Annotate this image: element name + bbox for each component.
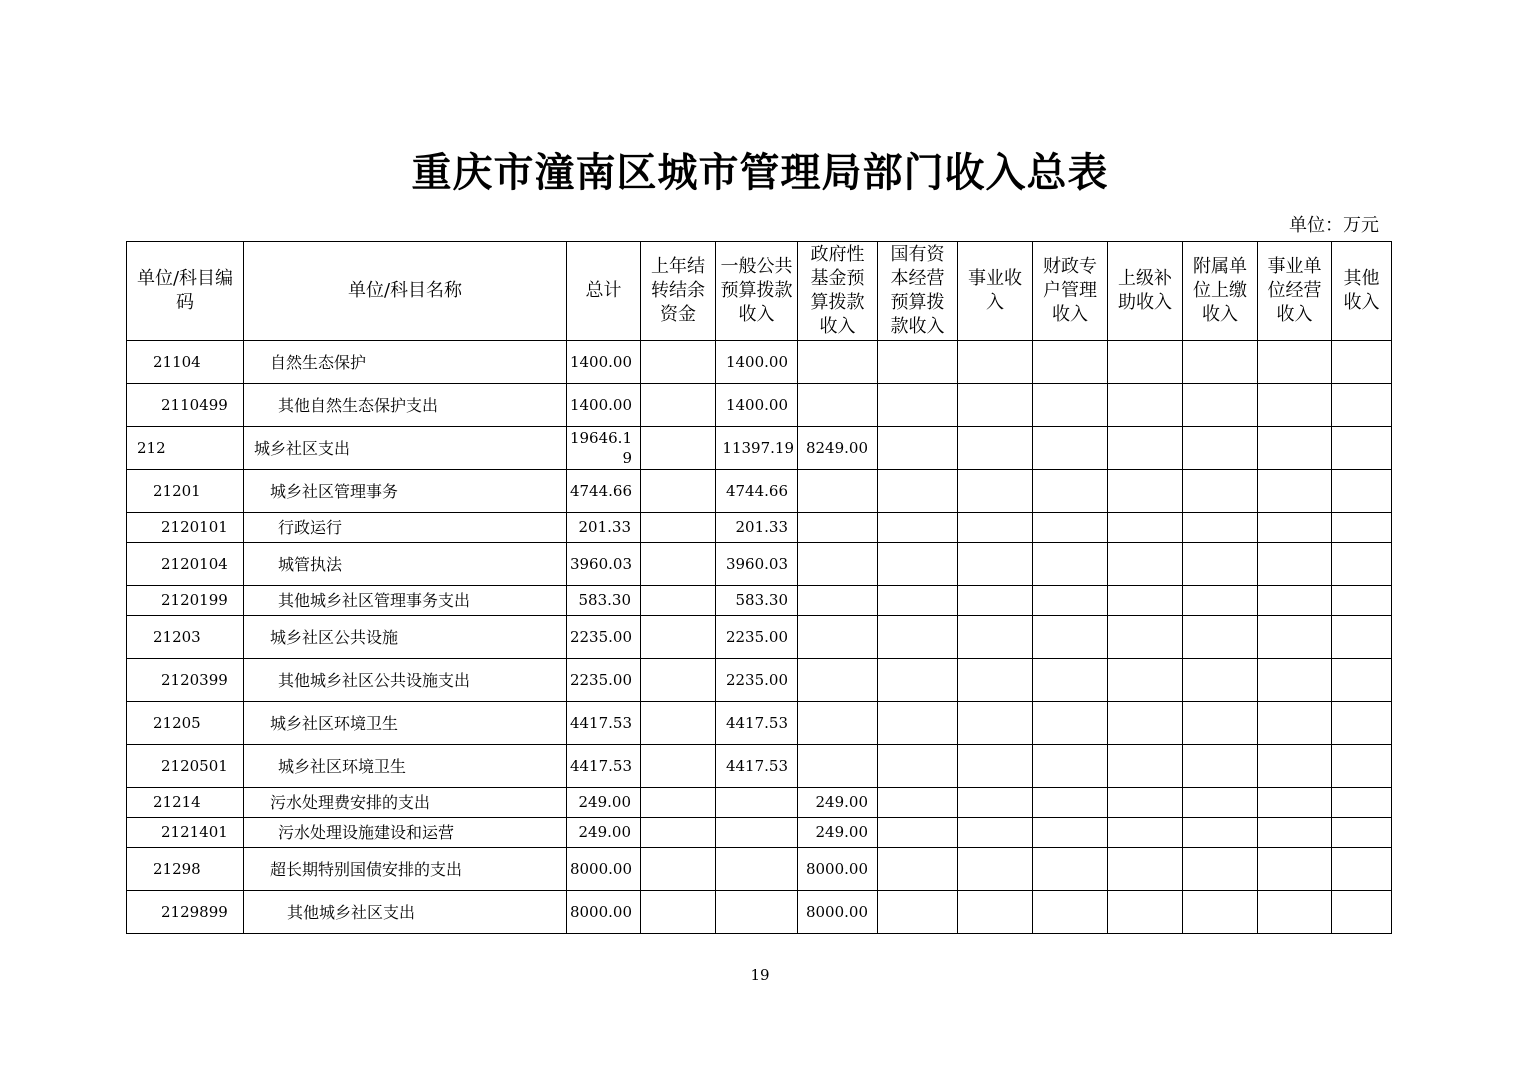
- table-row: [127, 586, 1392, 616]
- row-code: 21205: [127, 702, 244, 745]
- row-empty-cell: [1033, 341, 1108, 384]
- header-code: 单位/科目编码: [127, 242, 244, 341]
- row-name: 其他城乡社区支出: [244, 891, 567, 934]
- header-other-income: 其他收入: [1332, 242, 1392, 341]
- row-empty-cell: [1033, 427, 1108, 470]
- header-state-capital: 国有资本经营预算拨款收入: [878, 242, 958, 341]
- row-empty-cell: [1033, 891, 1108, 934]
- page-number: 19: [750, 966, 770, 984]
- row-empty-cell: [1332, 543, 1392, 586]
- row-general-budget: 11397.19: [716, 427, 798, 470]
- table-row: [127, 543, 1392, 586]
- row-empty-cell: [1183, 702, 1258, 745]
- row-empty-cell: [878, 427, 958, 470]
- row-empty-cell: [1258, 513, 1332, 543]
- row-empty-cell: [958, 341, 1033, 384]
- row-total: 4417.53: [567, 702, 641, 745]
- row-fund-budget: [798, 745, 878, 788]
- row-general-budget: 2235.00: [716, 659, 798, 702]
- row-empty-cell: [1258, 659, 1332, 702]
- row-empty-cell: [878, 616, 958, 659]
- row-carryover: [641, 586, 716, 616]
- row-empty-cell: [878, 384, 958, 427]
- row-empty-cell: [1332, 616, 1392, 659]
- table-row: [127, 848, 1392, 891]
- row-code: 2120199: [127, 586, 244, 616]
- row-general-budget: 583.30: [716, 586, 798, 616]
- row-carryover: [641, 891, 716, 934]
- row-name: 城乡社区管理事务: [244, 470, 567, 513]
- row-fund-budget: [798, 470, 878, 513]
- row-empty-cell: [1258, 891, 1332, 934]
- row-empty-cell: [1183, 818, 1258, 848]
- row-empty-cell: [878, 891, 958, 934]
- row-empty-cell: [1183, 848, 1258, 891]
- row-empty-cell: [1332, 470, 1392, 513]
- row-empty-cell: [1183, 616, 1258, 659]
- row-empty-cell: [958, 616, 1033, 659]
- row-empty-cell: [1332, 788, 1392, 818]
- row-code: 21203: [127, 616, 244, 659]
- row-empty-cell: [1183, 745, 1258, 788]
- row-fund-budget: [798, 384, 878, 427]
- row-empty-cell: [1258, 543, 1332, 586]
- row-empty-cell: [1332, 427, 1392, 470]
- row-empty-cell: [958, 891, 1033, 934]
- row-empty-cell: [1183, 586, 1258, 616]
- table-row: [127, 384, 1392, 427]
- row-carryover: [641, 616, 716, 659]
- header-carryover: 上年结转结余资金: [641, 242, 716, 341]
- row-empty-cell: [1332, 513, 1392, 543]
- row-empty-cell: [1108, 659, 1183, 702]
- row-empty-cell: [958, 745, 1033, 788]
- row-name: 污水处理费安排的支出: [244, 788, 567, 818]
- header-row: [127, 242, 1392, 341]
- row-fund-budget: [798, 543, 878, 586]
- row-empty-cell: [878, 341, 958, 384]
- row-empty-cell: [1183, 427, 1258, 470]
- row-empty-cell: [878, 818, 958, 848]
- row-empty-cell: [1108, 470, 1183, 513]
- header-fund-budget: 政府性基金预算拨款收入: [798, 242, 878, 341]
- row-fund-budget: [798, 341, 878, 384]
- row-name: 城乡社区环境卫生: [244, 702, 567, 745]
- row-empty-cell: [1108, 427, 1183, 470]
- row-total: 4417.53: [567, 745, 641, 788]
- row-empty-cell: [1332, 659, 1392, 702]
- header-name: 单位/科目名称: [244, 242, 567, 341]
- row-total: 19646.19: [567, 427, 641, 470]
- row-empty-cell: [1108, 341, 1183, 384]
- row-name: 自然生态保护: [244, 341, 567, 384]
- row-total: 249.00: [567, 788, 641, 818]
- table-row: [127, 702, 1392, 745]
- row-empty-cell: [1183, 788, 1258, 818]
- row-name: 城管执法: [244, 543, 567, 586]
- row-empty-cell: [1033, 659, 1108, 702]
- row-empty-cell: [1258, 384, 1332, 427]
- row-empty-cell: [878, 788, 958, 818]
- row-empty-cell: [1108, 745, 1183, 788]
- row-code: 21104: [127, 341, 244, 384]
- row-empty-cell: [958, 543, 1033, 586]
- row-total: 201.33: [567, 513, 641, 543]
- row-empty-cell: [1108, 702, 1183, 745]
- row-empty-cell: [958, 470, 1033, 513]
- row-total: 2235.00: [567, 616, 641, 659]
- row-empty-cell: [1258, 341, 1332, 384]
- row-total: 1400.00: [567, 384, 641, 427]
- row-general-budget: 2235.00: [716, 616, 798, 659]
- row-carryover: [641, 848, 716, 891]
- row-code: 2120399: [127, 659, 244, 702]
- row-empty-cell: [958, 586, 1033, 616]
- table-row: [127, 341, 1392, 384]
- row-empty-cell: [1332, 848, 1392, 891]
- row-empty-cell: [1108, 848, 1183, 891]
- row-carryover: [641, 427, 716, 470]
- header-general-budget: 一般公共预算拨款收入: [716, 242, 798, 341]
- row-empty-cell: [1033, 470, 1108, 513]
- row-empty-cell: [1258, 818, 1332, 848]
- row-empty-cell: [1332, 891, 1392, 934]
- row-empty-cell: [1258, 848, 1332, 891]
- row-empty-cell: [1033, 586, 1108, 616]
- row-code: 21214: [127, 788, 244, 818]
- row-fund-budget: 8000.00: [798, 891, 878, 934]
- table-row: [127, 513, 1392, 543]
- row-name: 其他城乡社区管理事务支出: [244, 586, 567, 616]
- row-carryover: [641, 702, 716, 745]
- row-empty-cell: [1033, 513, 1108, 543]
- table-row: [127, 818, 1392, 848]
- row-empty-cell: [1108, 586, 1183, 616]
- header-operating-income: 事业单位经营收入: [1258, 242, 1332, 341]
- row-name: 超长期特别国债安排的支出: [244, 848, 567, 891]
- row-carryover: [641, 818, 716, 848]
- row-fund-budget: [798, 702, 878, 745]
- row-empty-cell: [958, 818, 1033, 848]
- row-empty-cell: [1183, 891, 1258, 934]
- row-empty-cell: [958, 702, 1033, 745]
- row-empty-cell: [1258, 470, 1332, 513]
- row-general-budget: 4417.53: [716, 745, 798, 788]
- row-fund-budget: 8000.00: [798, 848, 878, 891]
- row-empty-cell: [1183, 659, 1258, 702]
- row-empty-cell: [958, 384, 1033, 427]
- row-general-budget: 201.33: [716, 513, 798, 543]
- header-special-account: 财政专户管理收入: [1033, 242, 1108, 341]
- row-empty-cell: [1258, 702, 1332, 745]
- row-empty-cell: [1033, 848, 1108, 891]
- row-code: 21201: [127, 470, 244, 513]
- row-total: 583.30: [567, 586, 641, 616]
- row-name: 城乡社区支出: [244, 427, 567, 470]
- table-row: [127, 891, 1392, 934]
- row-empty-cell: [1183, 384, 1258, 427]
- row-name: 行政运行: [244, 513, 567, 543]
- row-name: 城乡社区公共设施: [244, 616, 567, 659]
- row-carryover: [641, 745, 716, 788]
- row-carryover: [641, 470, 716, 513]
- row-fund-budget: [798, 586, 878, 616]
- row-empty-cell: [1108, 891, 1183, 934]
- row-empty-cell: [1332, 384, 1392, 427]
- row-empty-cell: [958, 513, 1033, 543]
- row-empty-cell: [1258, 616, 1332, 659]
- row-carryover: [641, 384, 716, 427]
- row-name: 其他自然生态保护支出: [244, 384, 567, 427]
- row-carryover: [641, 341, 716, 384]
- row-empty-cell: [1108, 818, 1183, 848]
- row-empty-cell: [1108, 788, 1183, 818]
- row-fund-budget: 249.00: [798, 818, 878, 848]
- row-name: 城乡社区环境卫生: [244, 745, 567, 788]
- row-empty-cell: [878, 659, 958, 702]
- row-total: 249.00: [567, 818, 641, 848]
- row-empty-cell: [1033, 818, 1108, 848]
- unit-label: 单位：万元: [1289, 215, 1379, 236]
- table-row: [127, 745, 1392, 788]
- row-carryover: [641, 543, 716, 586]
- row-code: 2129899: [127, 891, 244, 934]
- row-fund-budget: [798, 659, 878, 702]
- row-empty-cell: [1033, 616, 1108, 659]
- row-general-budget: 3960.03: [716, 543, 798, 586]
- row-fund-budget: 249.00: [798, 788, 878, 818]
- row-code: 2120101: [127, 513, 244, 543]
- row-code: 2110499: [127, 384, 244, 427]
- row-empty-cell: [1033, 543, 1108, 586]
- page-title: 重庆市潼南区城市管理局部门收入总表: [411, 149, 1109, 196]
- header-affiliate-payment: 附属单位上缴收入: [1183, 242, 1258, 341]
- header-total: 总计: [567, 242, 641, 341]
- row-empty-cell: [1258, 745, 1332, 788]
- row-empty-cell: [1332, 341, 1392, 384]
- row-empty-cell: [1033, 788, 1108, 818]
- row-total: 3960.03: [567, 543, 641, 586]
- row-total: 1400.00: [567, 341, 641, 384]
- table-row: [127, 470, 1392, 513]
- row-empty-cell: [958, 659, 1033, 702]
- header-business-income: 事业收入: [958, 242, 1033, 341]
- row-carryover: [641, 788, 716, 818]
- row-total: 8000.00: [567, 848, 641, 891]
- row-total: 4744.66: [567, 470, 641, 513]
- row-empty-cell: [1183, 513, 1258, 543]
- income-table: [126, 241, 1392, 934]
- row-carryover: [641, 513, 716, 543]
- row-name: 其他城乡社区公共设施支出: [244, 659, 567, 702]
- row-empty-cell: [1258, 586, 1332, 616]
- row-empty-cell: [878, 470, 958, 513]
- table-row: [127, 616, 1392, 659]
- row-general-budget: [716, 891, 798, 934]
- row-carryover: [641, 659, 716, 702]
- row-empty-cell: [1183, 470, 1258, 513]
- row-empty-cell: [878, 513, 958, 543]
- table-row: [127, 788, 1392, 818]
- row-fund-budget: [798, 616, 878, 659]
- row-total: 2235.00: [567, 659, 641, 702]
- row-empty-cell: [1033, 745, 1108, 788]
- row-empty-cell: [878, 586, 958, 616]
- row-empty-cell: [1108, 616, 1183, 659]
- row-empty-cell: [1033, 702, 1108, 745]
- row-empty-cell: [1258, 427, 1332, 470]
- table-row: [127, 427, 1392, 470]
- row-empty-cell: [1108, 384, 1183, 427]
- row-empty-cell: [958, 427, 1033, 470]
- row-general-budget: [716, 788, 798, 818]
- row-fund-budget: [798, 513, 878, 543]
- row-empty-cell: [1332, 818, 1392, 848]
- row-empty-cell: [878, 745, 958, 788]
- row-code: 2121401: [127, 818, 244, 848]
- row-empty-cell: [878, 543, 958, 586]
- row-empty-cell: [1183, 543, 1258, 586]
- row-empty-cell: [1332, 702, 1392, 745]
- row-code: 21298: [127, 848, 244, 891]
- row-general-budget: [716, 818, 798, 848]
- row-general-budget: 1400.00: [716, 384, 798, 427]
- row-empty-cell: [1332, 745, 1392, 788]
- row-empty-cell: [958, 788, 1033, 818]
- table-row: [127, 659, 1392, 702]
- row-general-budget: 4417.53: [716, 702, 798, 745]
- row-code: 2120501: [127, 745, 244, 788]
- row-empty-cell: [1183, 341, 1258, 384]
- row-name: 污水处理设施建设和运营: [244, 818, 567, 848]
- row-empty-cell: [1108, 513, 1183, 543]
- row-empty-cell: [1108, 543, 1183, 586]
- header-superior-subsidy: 上级补助收入: [1108, 242, 1183, 341]
- row-code: 212: [127, 427, 244, 470]
- row-general-budget: 4744.66: [716, 470, 798, 513]
- row-fund-budget: 8249.00: [798, 427, 878, 470]
- row-empty-cell: [958, 848, 1033, 891]
- row-empty-cell: [878, 848, 958, 891]
- row-empty-cell: [878, 702, 958, 745]
- row-general-budget: 1400.00: [716, 341, 798, 384]
- row-empty-cell: [1033, 384, 1108, 427]
- row-general-budget: [716, 848, 798, 891]
- row-total: 8000.00: [567, 891, 641, 934]
- row-code: 2120104: [127, 543, 244, 586]
- row-empty-cell: [1332, 586, 1392, 616]
- row-empty-cell: [1258, 788, 1332, 818]
